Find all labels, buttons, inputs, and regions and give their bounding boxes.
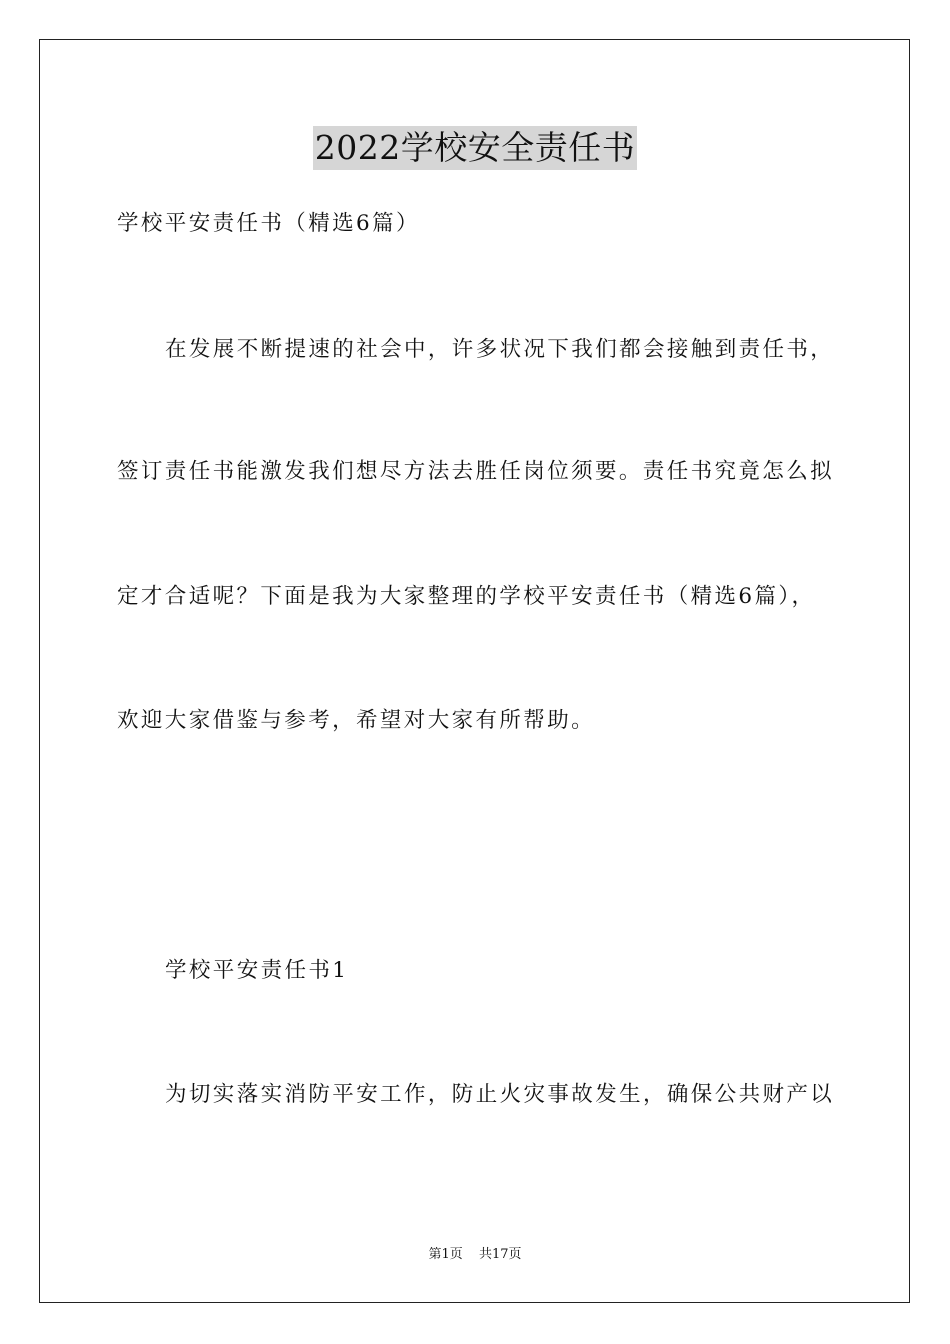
paragraph-line: 为切实落实消防平安工作，防止火灾事故发生，确保公共财产以 bbox=[165, 1082, 835, 1107]
paragraph-line: 在发展不断提速的社会中，许多状况下我们都会接触到责任书， bbox=[165, 337, 835, 362]
paragraph-line: 欢迎大家借鉴与参考，希望对大家有所帮助。 bbox=[117, 708, 596, 733]
title-container bbox=[0, 126, 950, 170]
page-number: 第1页 bbox=[428, 1247, 463, 1262]
page-footer bbox=[0, 1246, 950, 1264]
paragraph-line: 定才合适呢？下面是我为大家整理的学校平安责任书（精选6篇）， bbox=[117, 584, 816, 609]
document-subtitle: 学校平安责任书（精选6篇） bbox=[117, 211, 420, 236]
document-title: 2022学校安全责任书 bbox=[313, 126, 637, 170]
paragraph-line: 签订责任书能激发我们想尽方法去胜任岗位须要。责任书究竟怎么拟 bbox=[117, 459, 835, 484]
section-heading: 学校平安责任书1 bbox=[165, 958, 349, 983]
page-total: 共17页 bbox=[478, 1247, 522, 1262]
